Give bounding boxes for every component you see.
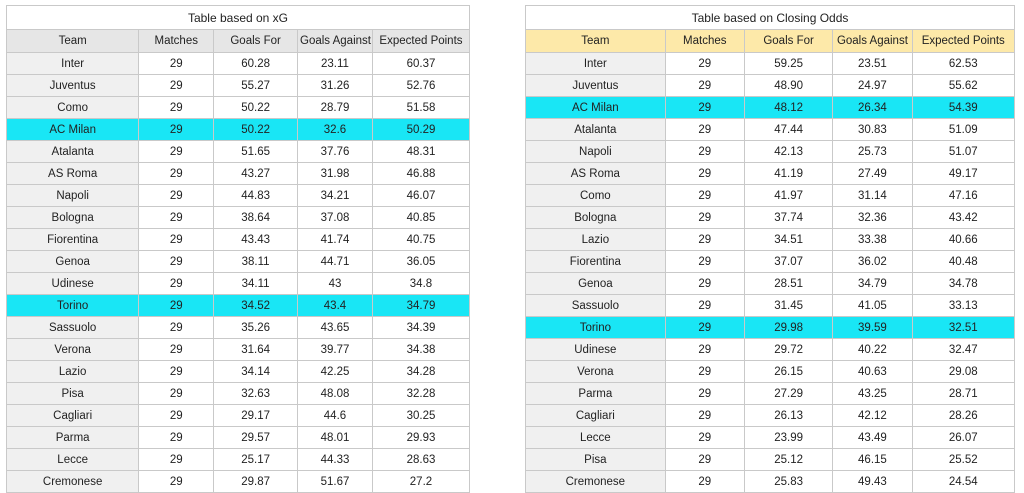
- odds-table-header-row: [526, 30, 1015, 53]
- cell-expected-points: 34.78: [912, 273, 1015, 295]
- cell-expected-points: 51.09: [912, 119, 1015, 141]
- cell-goals-for: 31.45: [744, 295, 832, 317]
- cell-expected-points: 27.2: [372, 471, 469, 493]
- cell-goals-for: 29.57: [214, 427, 298, 449]
- cell-goals-for: 35.26: [214, 317, 298, 339]
- table-row: [526, 383, 1015, 405]
- cell-goals-against: 33.38: [833, 229, 912, 251]
- cell-goals-for: 37.07: [744, 251, 832, 273]
- cell-expected-points: 48.31: [372, 141, 469, 163]
- xg-table-title: Table based on xG: [7, 6, 470, 30]
- cell-team: Lazio: [7, 361, 139, 383]
- table-row: [526, 405, 1015, 427]
- table-row: [526, 339, 1015, 361]
- table-row: [526, 75, 1015, 97]
- cell-matches: 29: [665, 361, 744, 383]
- cell-goals-for: 31.64: [214, 339, 298, 361]
- table-row: [526, 471, 1015, 493]
- cell-team: Torino: [7, 295, 139, 317]
- table-row: [526, 251, 1015, 273]
- table-row: [7, 229, 470, 251]
- table-row: [7, 163, 470, 185]
- cell-goals-for: 25.83: [744, 471, 832, 493]
- cell-goals-for: 42.13: [744, 141, 832, 163]
- table-row: [526, 97, 1015, 119]
- cell-goals-against: 44.71: [298, 251, 373, 273]
- cell-expected-points: 36.05: [372, 251, 469, 273]
- cell-team: Verona: [526, 361, 666, 383]
- table-row: [7, 339, 470, 361]
- cell-goals-against: 42.25: [298, 361, 373, 383]
- cell-goals-against: 40.63: [833, 361, 912, 383]
- cell-goals-for: 48.90: [744, 75, 832, 97]
- cell-expected-points: 49.17: [912, 163, 1015, 185]
- cell-team: Lazio: [526, 229, 666, 251]
- odds-table-body: [526, 53, 1015, 493]
- cell-team: Sassuolo: [526, 295, 666, 317]
- table-row: [526, 185, 1015, 207]
- cell-goals-against: 40.22: [833, 339, 912, 361]
- cell-team: Lecce: [526, 427, 666, 449]
- column-header-goals-against: Goals Against: [833, 30, 912, 53]
- cell-goals-for: 26.13: [744, 405, 832, 427]
- column-header-expected-points: Expected Points: [372, 30, 469, 53]
- cell-team: Cremonese: [7, 471, 139, 493]
- table-row: [7, 185, 470, 207]
- cell-goals-for: 29.17: [214, 405, 298, 427]
- cell-expected-points: 54.39: [912, 97, 1015, 119]
- cell-team: Udinese: [526, 339, 666, 361]
- cell-matches: 29: [665, 141, 744, 163]
- column-header-expected-points: Expected Points: [912, 30, 1015, 53]
- cell-matches: 29: [665, 119, 744, 141]
- cell-goals-for: 47.44: [744, 119, 832, 141]
- cell-goals-against: 42.12: [833, 405, 912, 427]
- cell-goals-against: 43.4: [298, 295, 373, 317]
- xg-table-body: [7, 53, 470, 493]
- cell-expected-points: 55.62: [912, 75, 1015, 97]
- cell-team: Parma: [7, 427, 139, 449]
- cell-goals-against: 36.02: [833, 251, 912, 273]
- cell-matches: 29: [665, 449, 744, 471]
- table-row: [7, 141, 470, 163]
- cell-goals-for: 29.98: [744, 317, 832, 339]
- cell-matches: 29: [139, 339, 214, 361]
- cell-goals-for: 34.11: [214, 273, 298, 295]
- cell-goals-for: 55.27: [214, 75, 298, 97]
- cell-goals-for: 28.51: [744, 273, 832, 295]
- cell-team: Napoli: [526, 141, 666, 163]
- cell-matches: 29: [139, 427, 214, 449]
- cell-matches: 29: [665, 251, 744, 273]
- cell-expected-points: 28.26: [912, 405, 1015, 427]
- cell-goals-against: 23.51: [833, 53, 912, 75]
- cell-goals-against: 48.01: [298, 427, 373, 449]
- cell-expected-points: 60.37: [372, 53, 469, 75]
- cell-team: Cremonese: [526, 471, 666, 493]
- cell-team: AS Roma: [526, 163, 666, 185]
- cell-goals-against: 43: [298, 273, 373, 295]
- cell-goals-for: 25.12: [744, 449, 832, 471]
- cell-matches: 29: [139, 163, 214, 185]
- cell-matches: 29: [665, 163, 744, 185]
- cell-goals-against: 48.08: [298, 383, 373, 405]
- cell-team: Napoli: [7, 185, 139, 207]
- table-row: [526, 317, 1015, 339]
- cell-goals-against: 34.79: [833, 273, 912, 295]
- cell-matches: 29: [139, 361, 214, 383]
- cell-team: Genoa: [526, 273, 666, 295]
- table-row: [7, 97, 470, 119]
- cell-matches: 29: [139, 471, 214, 493]
- cell-expected-points: 40.85: [372, 207, 469, 229]
- cell-goals-for: 60.28: [214, 53, 298, 75]
- cell-team: Parma: [526, 383, 666, 405]
- cell-goals-for: 43.43: [214, 229, 298, 251]
- cell-expected-points: 43.42: [912, 207, 1015, 229]
- table-row: [526, 229, 1015, 251]
- cell-goals-against: 37.76: [298, 141, 373, 163]
- cell-team: Udinese: [7, 273, 139, 295]
- cell-expected-points: 40.66: [912, 229, 1015, 251]
- cell-goals-for: 50.22: [214, 119, 298, 141]
- cell-expected-points: 30.25: [372, 405, 469, 427]
- cell-matches: 29: [139, 295, 214, 317]
- cell-team: Fiorentina: [7, 229, 139, 251]
- cell-expected-points: 47.16: [912, 185, 1015, 207]
- cell-matches: 29: [139, 53, 214, 75]
- table-row: [526, 361, 1015, 383]
- cell-team: Cagliari: [7, 405, 139, 427]
- cell-expected-points: 50.29: [372, 119, 469, 141]
- odds-table-title-row: [526, 6, 1015, 30]
- cell-team: AC Milan: [526, 97, 666, 119]
- cell-goals-against: 31.98: [298, 163, 373, 185]
- cell-goals-against: 34.21: [298, 185, 373, 207]
- cell-team: Cagliari: [526, 405, 666, 427]
- cell-team: Bologna: [526, 207, 666, 229]
- cell-goals-for: 29.87: [214, 471, 298, 493]
- cell-goals-for: 34.51: [744, 229, 832, 251]
- cell-team: Pisa: [526, 449, 666, 471]
- cell-matches: 29: [665, 427, 744, 449]
- cell-team: Sassuolo: [7, 317, 139, 339]
- table-row: [526, 53, 1015, 75]
- cell-expected-points: 28.71: [912, 383, 1015, 405]
- table-row: [7, 207, 470, 229]
- table-row: [526, 449, 1015, 471]
- cell-goals-for: 41.97: [744, 185, 832, 207]
- cell-team: Inter: [526, 53, 666, 75]
- cell-goals-for: 51.65: [214, 141, 298, 163]
- cell-matches: 29: [665, 229, 744, 251]
- table-row: [526, 273, 1015, 295]
- table-row: [7, 75, 470, 97]
- cell-goals-for: 37.74: [744, 207, 832, 229]
- cell-team: Inter: [7, 53, 139, 75]
- cell-goals-for: 59.25: [744, 53, 832, 75]
- cell-goals-against: 31.14: [833, 185, 912, 207]
- column-header-matches: Matches: [665, 30, 744, 53]
- cell-team: Atalanta: [526, 119, 666, 141]
- cell-goals-against: 28.79: [298, 97, 373, 119]
- table-row: [526, 207, 1015, 229]
- cell-goals-against: 24.97: [833, 75, 912, 97]
- cell-goals-for: 41.19: [744, 163, 832, 185]
- cell-matches: 29: [665, 383, 744, 405]
- cell-goals-against: 31.26: [298, 75, 373, 97]
- cell-expected-points: 46.88: [372, 163, 469, 185]
- cell-expected-points: 25.52: [912, 449, 1015, 471]
- table-row: [7, 361, 470, 383]
- cell-matches: 29: [665, 405, 744, 427]
- column-header-goals-against: Goals Against: [298, 30, 373, 53]
- cell-matches: 29: [139, 449, 214, 471]
- cell-matches: 29: [139, 75, 214, 97]
- cell-expected-points: 29.93: [372, 427, 469, 449]
- odds-table-panel: [525, 5, 1015, 493]
- table-row: [526, 295, 1015, 317]
- cell-matches: 29: [139, 119, 214, 141]
- cell-matches: 29: [665, 295, 744, 317]
- cell-goals-against: 39.77: [298, 339, 373, 361]
- cell-team: Bologna: [7, 207, 139, 229]
- cell-team: Verona: [7, 339, 139, 361]
- cell-goals-against: 51.67: [298, 471, 373, 493]
- cell-matches: 29: [665, 207, 744, 229]
- table-row: [7, 317, 470, 339]
- cell-goals-for: 27.29: [744, 383, 832, 405]
- table-row: [526, 163, 1015, 185]
- cell-expected-points: 34.28: [372, 361, 469, 383]
- cell-goals-against: 44.33: [298, 449, 373, 471]
- cell-goals-for: 38.64: [214, 207, 298, 229]
- cell-goals-for: 32.63: [214, 383, 298, 405]
- cell-team: Juventus: [526, 75, 666, 97]
- table-row: [526, 141, 1015, 163]
- cell-expected-points: 34.38: [372, 339, 469, 361]
- cell-team: AS Roma: [7, 163, 139, 185]
- cell-team: Lecce: [7, 449, 139, 471]
- cell-goals-for: 29.72: [744, 339, 832, 361]
- cell-goals-against: 32.36: [833, 207, 912, 229]
- cell-team: Torino: [526, 317, 666, 339]
- table-row: [7, 251, 470, 273]
- cell-goals-against: 27.49: [833, 163, 912, 185]
- cell-expected-points: 32.47: [912, 339, 1015, 361]
- cell-goals-against: 44.6: [298, 405, 373, 427]
- cell-matches: 29: [139, 383, 214, 405]
- cell-expected-points: 62.53: [912, 53, 1015, 75]
- xg-table-title-row: [7, 6, 470, 30]
- cell-team: Atalanta: [7, 141, 139, 163]
- cell-matches: 29: [139, 141, 214, 163]
- cell-team: Pisa: [7, 383, 139, 405]
- cell-goals-for: 38.11: [214, 251, 298, 273]
- cell-matches: 29: [665, 75, 744, 97]
- cell-matches: 29: [139, 229, 214, 251]
- column-header-goals-for: Goals For: [214, 30, 298, 53]
- cell-goals-against: 49.43: [833, 471, 912, 493]
- cell-matches: 29: [665, 97, 744, 119]
- cell-goals-for: 26.15: [744, 361, 832, 383]
- cell-team: Como: [7, 97, 139, 119]
- cell-expected-points: 52.76: [372, 75, 469, 97]
- odds-table-title: Table based on Closing Odds: [526, 6, 1015, 30]
- cell-goals-for: 43.27: [214, 163, 298, 185]
- cell-goals-against: 46.15: [833, 449, 912, 471]
- cell-expected-points: 26.07: [912, 427, 1015, 449]
- cell-expected-points: 28.63: [372, 449, 469, 471]
- cell-expected-points: 40.75: [372, 229, 469, 251]
- cell-expected-points: 24.54: [912, 471, 1015, 493]
- table-row: [7, 471, 470, 493]
- xg-table-panel: [6, 5, 470, 493]
- table-row: [7, 273, 470, 295]
- cell-goals-against: 41.05: [833, 295, 912, 317]
- cell-goals-against: 25.73: [833, 141, 912, 163]
- odds-table: [525, 5, 1015, 493]
- cell-expected-points: 32.28: [372, 383, 469, 405]
- cell-matches: 29: [665, 185, 744, 207]
- table-row: [7, 449, 470, 471]
- cell-matches: 29: [665, 339, 744, 361]
- cell-matches: 29: [665, 53, 744, 75]
- cell-matches: 29: [139, 97, 214, 119]
- table-row: [526, 119, 1015, 141]
- cell-goals-for: 25.17: [214, 449, 298, 471]
- cell-team: Juventus: [7, 75, 139, 97]
- cell-expected-points: 46.07: [372, 185, 469, 207]
- cell-expected-points: 33.13: [912, 295, 1015, 317]
- xg-table-header-row: [7, 30, 470, 53]
- column-header-team: Team: [7, 30, 139, 53]
- cell-goals-for: 34.52: [214, 295, 298, 317]
- cell-expected-points: 51.58: [372, 97, 469, 119]
- cell-matches: 29: [139, 207, 214, 229]
- table-row: [7, 295, 470, 317]
- cell-goals-against: 43.65: [298, 317, 373, 339]
- cell-matches: 29: [139, 317, 214, 339]
- cell-team: Fiorentina: [526, 251, 666, 273]
- cell-goals-against: 43.49: [833, 427, 912, 449]
- cell-expected-points: 34.79: [372, 295, 469, 317]
- cell-goals-against: 23.11: [298, 53, 373, 75]
- cell-goals-against: 43.25: [833, 383, 912, 405]
- column-header-matches: Matches: [139, 30, 214, 53]
- cell-goals-for: 50.22: [214, 97, 298, 119]
- cell-goals-against: 37.08: [298, 207, 373, 229]
- xg-table: [6, 5, 470, 493]
- cell-matches: 29: [139, 273, 214, 295]
- cell-goals-for: 48.12: [744, 97, 832, 119]
- column-header-team: Team: [526, 30, 666, 53]
- cell-expected-points: 29.08: [912, 361, 1015, 383]
- cell-goals-against: 39.59: [833, 317, 912, 339]
- cell-goals-against: 26.34: [833, 97, 912, 119]
- cell-expected-points: 34.39: [372, 317, 469, 339]
- cell-goals-against: 41.74: [298, 229, 373, 251]
- cell-matches: 29: [665, 317, 744, 339]
- cell-matches: 29: [665, 471, 744, 493]
- cell-matches: 29: [139, 405, 214, 427]
- table-row: [7, 383, 470, 405]
- cell-matches: 29: [665, 273, 744, 295]
- cell-expected-points: 51.07: [912, 141, 1015, 163]
- cell-team: AC Milan: [7, 119, 139, 141]
- cell-team: Como: [526, 185, 666, 207]
- column-header-goals-for: Goals For: [744, 30, 832, 53]
- cell-expected-points: 34.8: [372, 273, 469, 295]
- table-row: [7, 53, 470, 75]
- table-row: [7, 405, 470, 427]
- cell-expected-points: 40.48: [912, 251, 1015, 273]
- cell-goals-for: 44.83: [214, 185, 298, 207]
- cell-matches: 29: [139, 251, 214, 273]
- cell-team: Genoa: [7, 251, 139, 273]
- table-row: [7, 119, 470, 141]
- cell-goals-against: 32.6: [298, 119, 373, 141]
- cell-goals-against: 30.83: [833, 119, 912, 141]
- cell-goals-for: 23.99: [744, 427, 832, 449]
- cell-goals-for: 34.14: [214, 361, 298, 383]
- cell-matches: 29: [139, 185, 214, 207]
- cell-expected-points: 32.51: [912, 317, 1015, 339]
